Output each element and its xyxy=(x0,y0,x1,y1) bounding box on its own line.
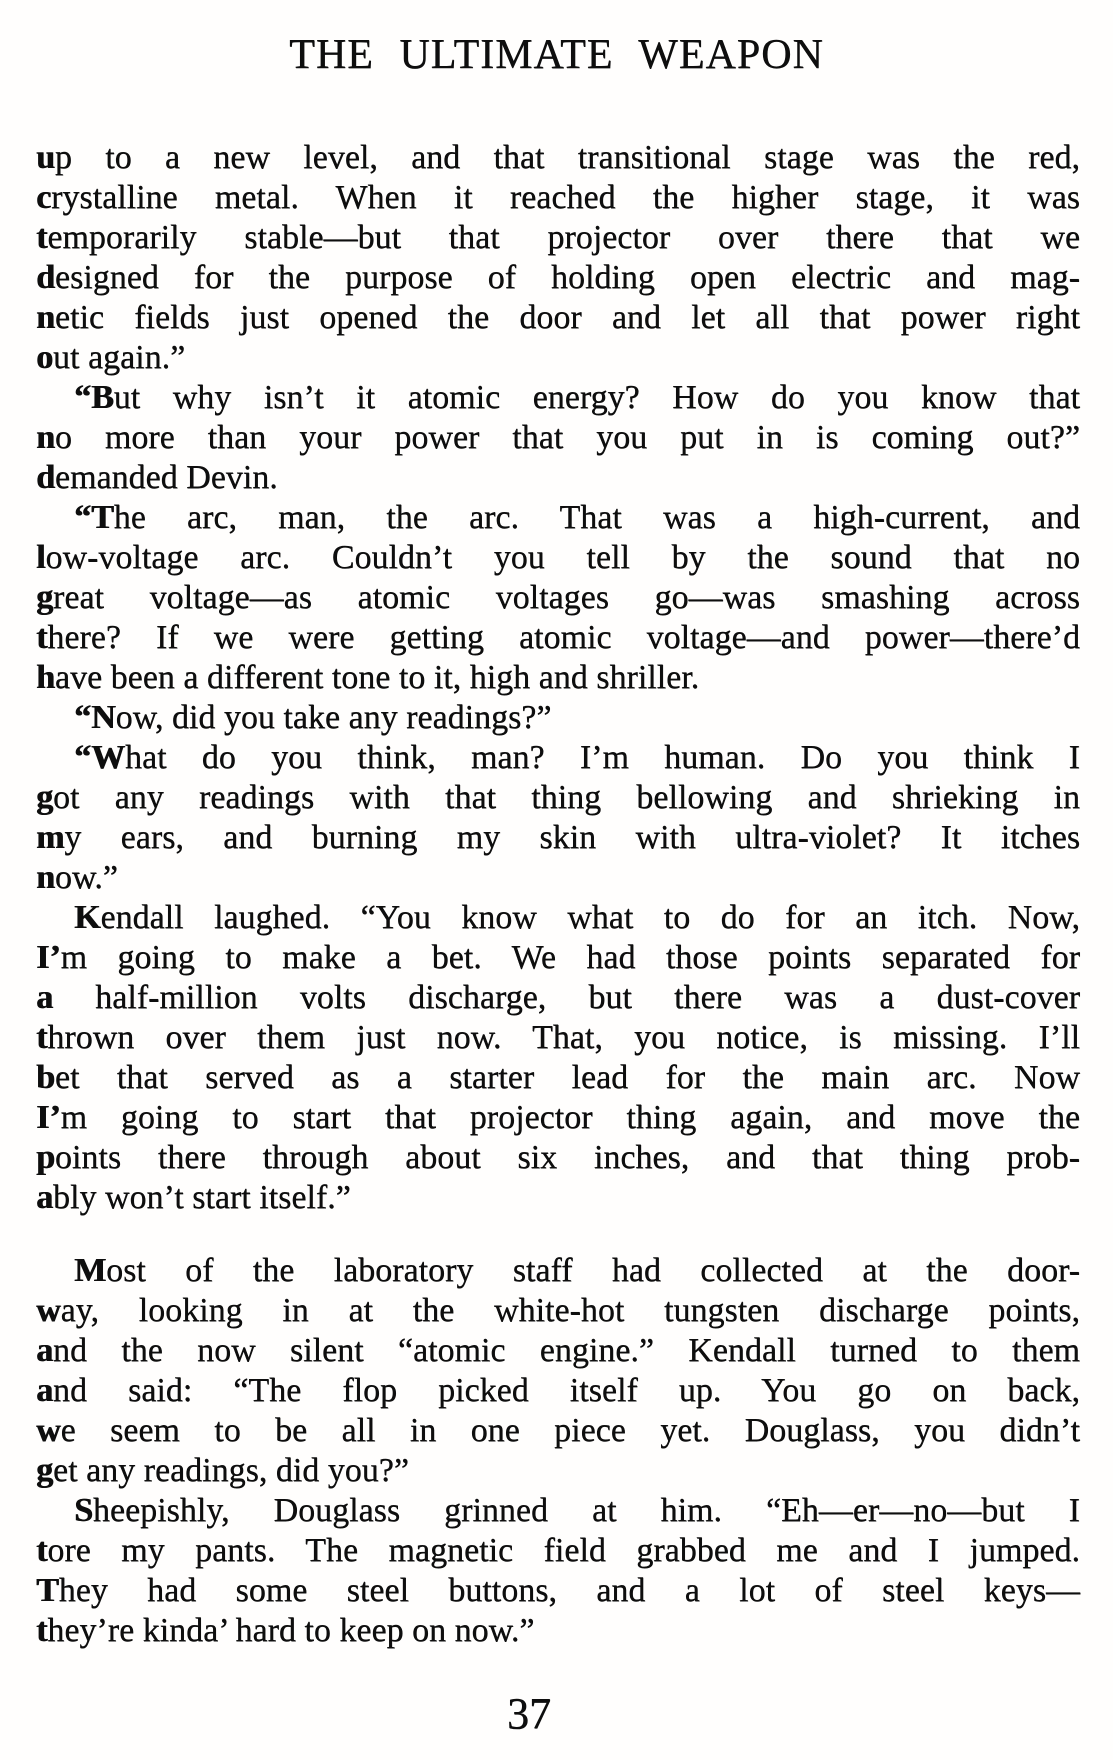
text-line: bet that served as a starter lead for the main arc. Now xyxy=(36,1059,1080,1096)
paragraph xyxy=(36,1491,1080,1651)
paragraph xyxy=(36,738,1080,898)
text-line: Most of the laboratory staff had collected at the door- xyxy=(74,1252,1080,1289)
text-line: designed for the purpose of holding open electric and mag- xyxy=(36,259,1080,296)
text-line: have been a different tone to it, high and shriller. xyxy=(36,659,700,696)
text-line: thrown over them just now. That, you notice, is missing. I’ll xyxy=(36,1019,1080,1056)
text-line: temporarily stable—but that projector over there that we xyxy=(36,219,1080,256)
text-line: got any readings with that thing bellowing and shrieking in xyxy=(36,779,1080,816)
paragraph xyxy=(36,1251,1080,1491)
text-line: points there through about six inches, and that thing prob- xyxy=(36,1139,1080,1176)
paragraph xyxy=(36,698,1080,738)
paragraph xyxy=(36,138,1080,378)
text-line: we seem to be all in one piece yet. Douglass, you didn’t xyxy=(36,1412,1080,1449)
text-line: and said: “The flop picked itself up. You go on back, xyxy=(36,1372,1080,1409)
text-line: and the now silent “atomic engine.” Kendall turned to them xyxy=(36,1332,1080,1369)
text-line: demanded Devin. xyxy=(36,459,278,496)
text-line: get any readings, did you?” xyxy=(36,1452,409,1489)
text-line: Kendall laughed. “You know what to do for an itch. Now, xyxy=(74,899,1080,936)
text-line: my ears, and burning my skin with ultra-violet? It itches xyxy=(36,819,1080,856)
text-line: They had some steel buttons, and a lot of steel keys— xyxy=(36,1572,1080,1609)
text-line: crystalline metal. When it reached the higher stage, it was xyxy=(36,179,1080,216)
page-body xyxy=(36,138,1080,1651)
text-line: “What do you think, man? I’m human. Do you think I xyxy=(74,739,1080,776)
page-number: 37 xyxy=(507,1689,551,1738)
text-line: tore my pants. The magnetic field grabbed me and I jumped. xyxy=(36,1532,1080,1569)
text-line: up to a new level, and that transitional stage was the red, xyxy=(36,139,1080,176)
paragraph xyxy=(36,378,1080,498)
text-line: “But why isn’t it atomic energy? How do you know that xyxy=(74,379,1080,416)
text-line: way, looking in at the white-hot tungsten discharge points, xyxy=(36,1292,1080,1329)
text-line: “Now, did you take any readings?” xyxy=(74,699,552,736)
text-line: out again.” xyxy=(36,339,186,376)
text-line: there? If we were getting atomic voltage—and power—there’d xyxy=(36,619,1080,656)
paragraph xyxy=(36,498,1080,698)
running-header: THE ULTIMATE WEAPON xyxy=(289,32,824,78)
text-line: they’re kinda’ hard to keep on now.” xyxy=(36,1612,535,1649)
text-line: Sheepishly, Douglass grinned at him. “Eh—er—no—but I xyxy=(74,1492,1080,1529)
text-line: great voltage—as atomic voltages go—was smashing across xyxy=(36,579,1080,616)
text-line: now.” xyxy=(36,859,118,896)
text-line: no more than your power that you put in is coming out?” xyxy=(36,419,1080,456)
text-line: a half-million volts discharge, but there was a dust-cover xyxy=(36,979,1080,1016)
text-line: I’m going to make a bet. We had those points separated for xyxy=(36,939,1080,976)
text-line: netic fields just opened the door and let all that power right xyxy=(36,299,1080,336)
text-line: low-voltage arc. Couldn’t you tell by the sound that no xyxy=(36,539,1080,576)
text-line: “The arc, man, the arc. That was a high-current, and xyxy=(74,499,1080,536)
text-line: ably won’t start itself.” xyxy=(36,1179,351,1216)
paragraph xyxy=(36,898,1080,1218)
text-line: I’m going to start that projector thing again, and move the xyxy=(36,1099,1080,1136)
